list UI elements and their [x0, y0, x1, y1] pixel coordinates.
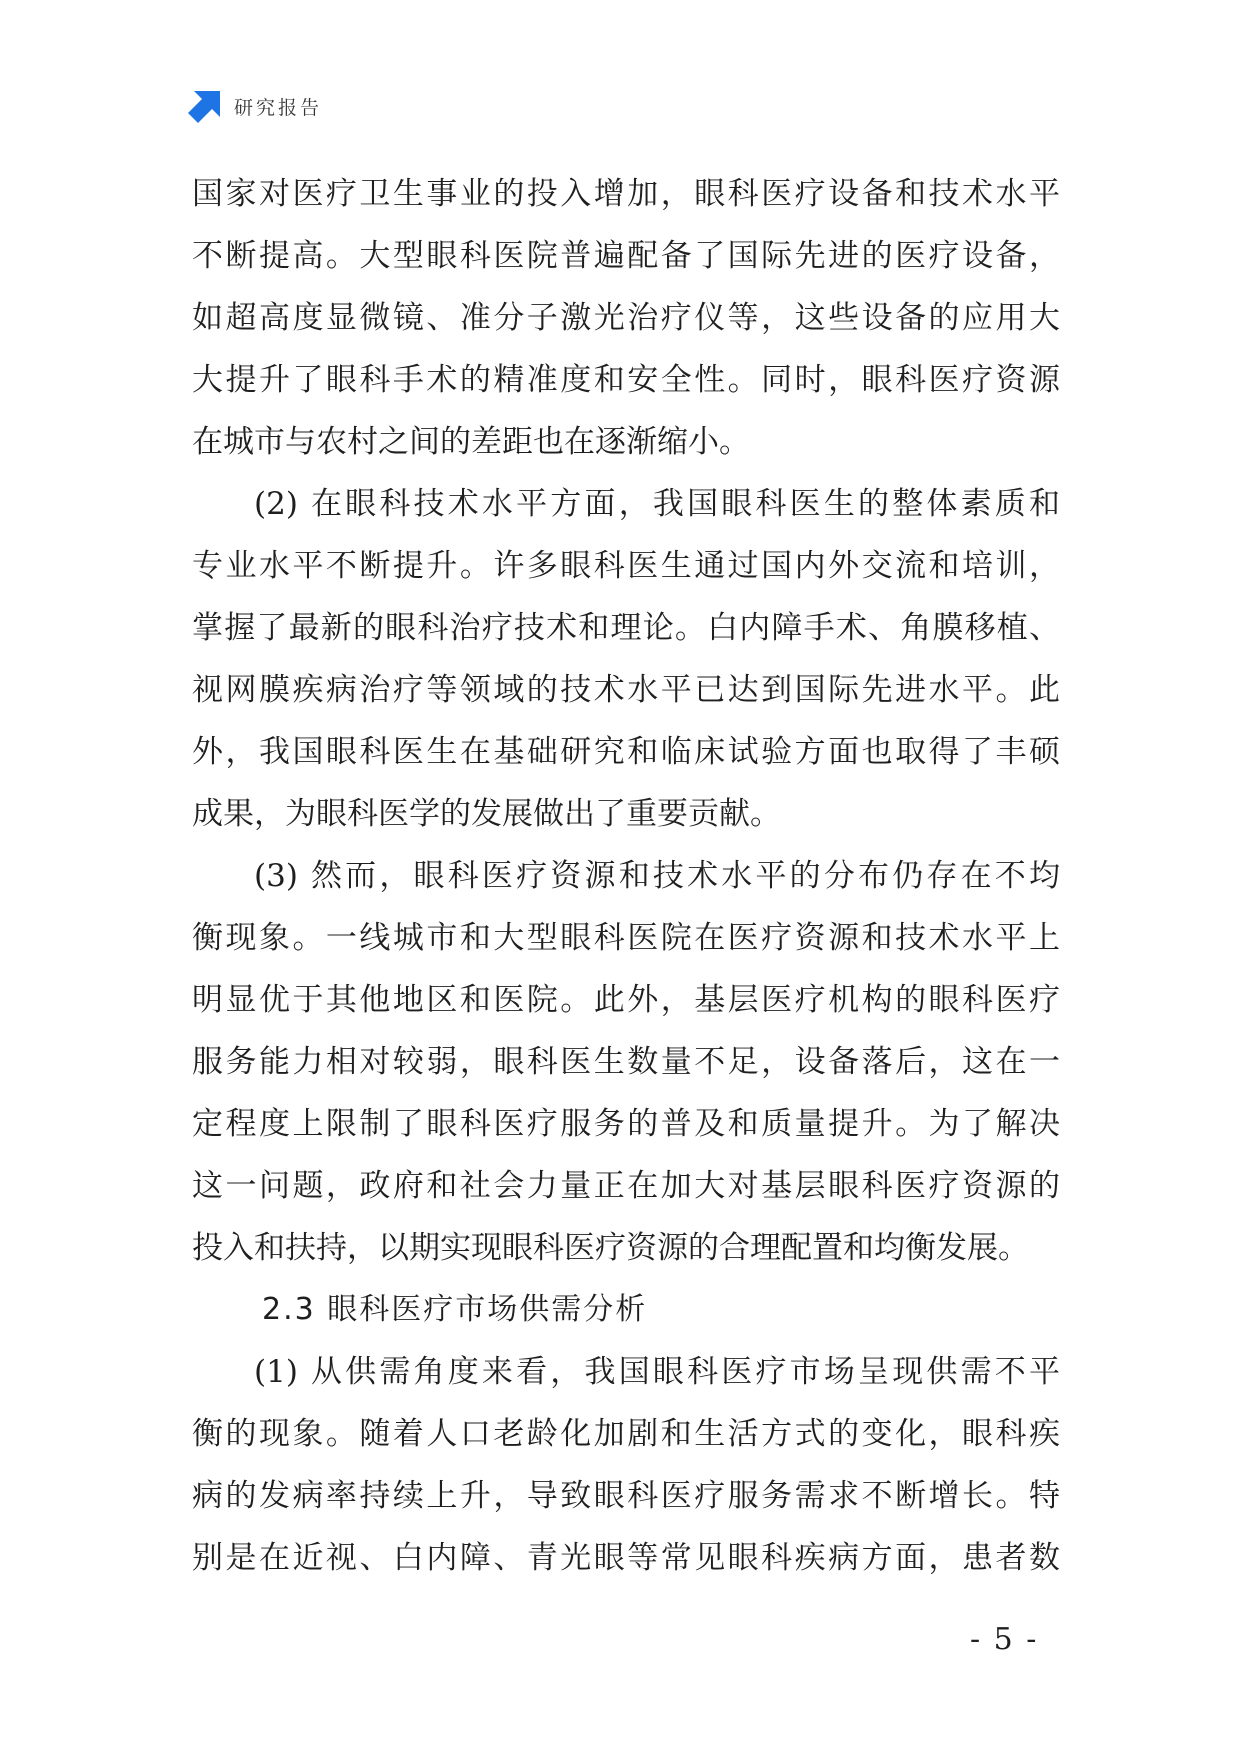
text-line: (1) 从供需角度来看，我国眼科医疗市场呈现供需不平: [254, 1354, 1060, 1390]
text-line: 别是在近视、白内障、青光眼等常见眼科疾病方面，患者数: [192, 1540, 1060, 1576]
text-line: 专业水平不断提升。许多眼科医生通过国内外交流和培训，: [192, 548, 1060, 584]
text-line: 病的发病率持续上升，导致眼科医疗服务需求不断增长。特: [192, 1478, 1060, 1514]
text-line: 大提升了眼科手术的精准度和安全性。同时，眼科医疗资源: [192, 362, 1060, 398]
section-heading: 2.3 眼科医疗市场供需分析: [262, 1292, 648, 1327]
text-line: 在城市与农村之间的差距也在逐渐缩小。: [192, 424, 750, 460]
text-line: 衡的现象。随着人口老龄化加剧和生活方式的变化，眼科疾: [192, 1416, 1060, 1452]
header-title: 研究报告: [234, 96, 323, 119]
text-line: 视网膜疾病治疗等领域的技术水平已达到国际先进水平。此: [192, 672, 1060, 708]
text-line: 明显优于其他地区和医院。此外，基层医疗机构的眼科医疗: [192, 982, 1060, 1018]
text-line: (3) 然而，眼科医疗资源和技术水平的分布仍存在不均: [254, 858, 1060, 894]
text-line: 投入和扶持，以期实现眼科医疗资源的合理配置和均衡发展。: [192, 1230, 1029, 1266]
text-line: 衡现象。一线城市和大型眼科医院在医疗资源和技术水平上: [192, 920, 1060, 956]
text-line: 如超高度显微镜、准分子激光治疗仪等，这些设备的应用大: [192, 300, 1060, 336]
text-line: (2) 在眼科技术水平方面，我国眼科医生的整体素质和: [254, 486, 1060, 522]
text-line: 成果，为眼科医学的发展做出了重要贡献。: [192, 796, 781, 832]
text-line: 外，我国眼科医生在基础研究和临床试验方面也取得了丰硕: [192, 734, 1060, 770]
arrow-up-right-icon: [188, 89, 222, 123]
text-line: 国家对医疗卫生事业的投入增加，眼科医疗设备和技术水平: [192, 176, 1060, 212]
text-line: 掌握了最新的眼科治疗技术和理论。白内障手术、角膜移植、: [192, 610, 1060, 646]
page-header: [188, 88, 322, 124]
document-body: [192, 163, 1060, 1589]
text-line: 这一问题，政府和社会力量正在加大对基层眼科医疗资源的: [192, 1168, 1060, 1204]
text-line: 服务能力相对较弱，眼科医生数量不足，设备落后，这在一: [192, 1044, 1060, 1080]
text-line: 不断提高。大型眼科医院普遍配备了国际先进的医疗设备，: [192, 238, 1060, 274]
text-line: 定程度上限制了眼科医疗服务的普及和质量提升。为了解决: [192, 1106, 1060, 1142]
page-number: - 5 -: [970, 1622, 1039, 1657]
